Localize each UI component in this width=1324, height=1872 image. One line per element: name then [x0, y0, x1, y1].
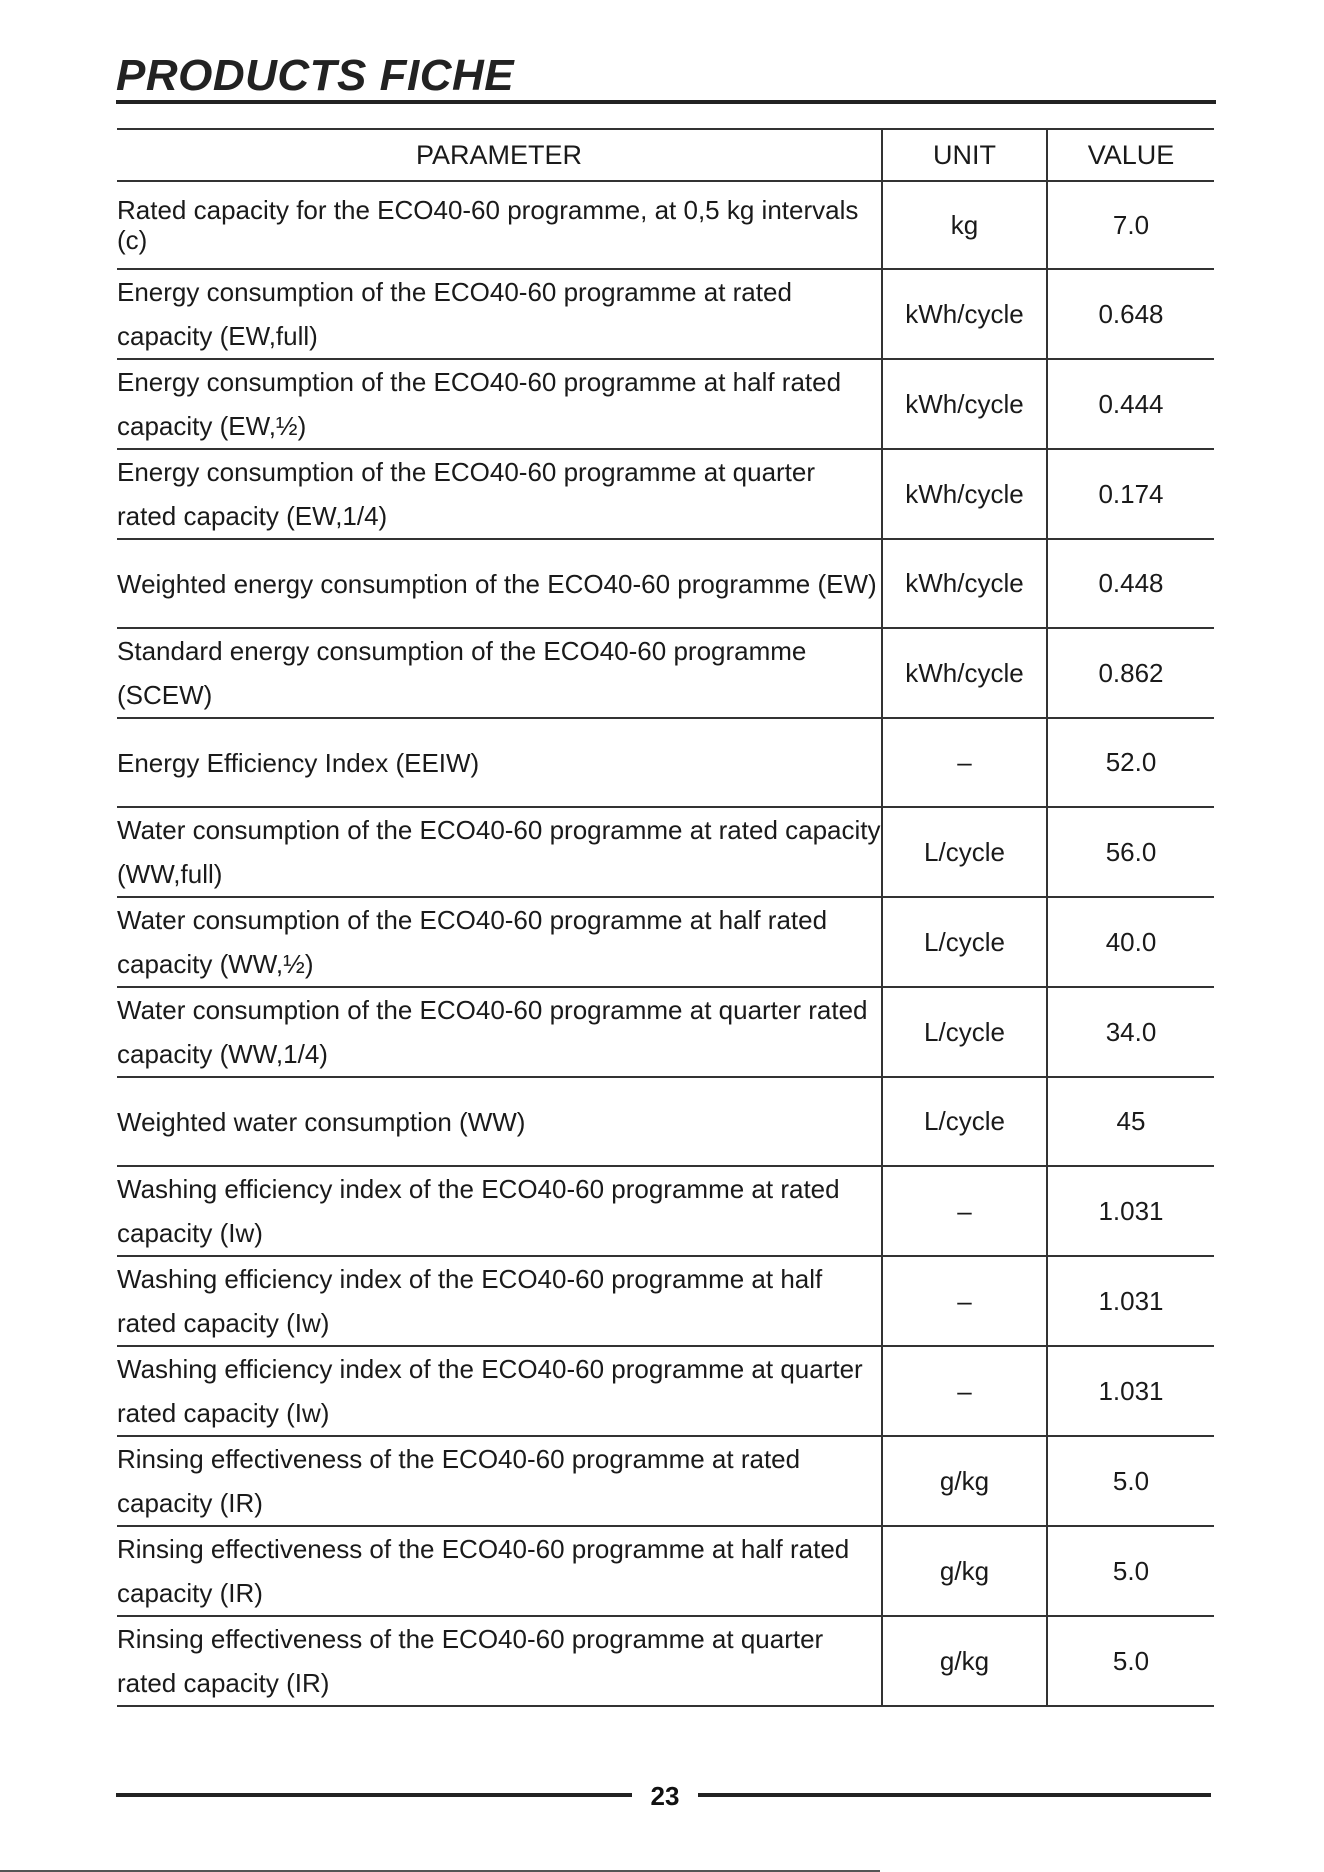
footer-rule-left — [116, 1793, 632, 1797]
footer-rule-right — [698, 1793, 1211, 1797]
row-unit: kg — [882, 181, 1047, 269]
row-unit: – — [882, 1256, 1047, 1346]
table-row — [117, 718, 1214, 807]
row-unit: – — [882, 1346, 1047, 1436]
row-value: 5.0 — [1047, 1436, 1214, 1526]
row-value: 1.031 — [1047, 1166, 1214, 1256]
header-value: VALUE — [1047, 129, 1214, 181]
header-parameter: PARAMETER — [117, 129, 882, 181]
row-parameter: Water consumption of the ECO40-60 programme at quarter rated capacity (WW,1/4) — [117, 987, 882, 1077]
row-parameter: Water consumption of the ECO40-60 programme at half rated capacity (WW,½) — [117, 897, 882, 987]
row-unit: – — [882, 718, 1047, 807]
table-row — [117, 1616, 1214, 1706]
row-unit: kWh/cycle — [882, 628, 1047, 718]
row-unit: kWh/cycle — [882, 449, 1047, 539]
table-row — [117, 181, 1214, 269]
table-row — [117, 269, 1214, 359]
table-row — [117, 1436, 1214, 1526]
row-parameter: Energy consumption of the ECO40-60 programme at rated capacity (EW,full) — [117, 269, 882, 359]
row-unit: kWh/cycle — [882, 269, 1047, 359]
row-value: 5.0 — [1047, 1526, 1214, 1616]
row-value: 0.174 — [1047, 449, 1214, 539]
row-parameter: Standard energy consumption of the ECO40-60 programme (SCEW) — [117, 628, 882, 718]
row-value: 5.0 — [1047, 1616, 1214, 1706]
row-unit: kWh/cycle — [882, 359, 1047, 449]
row-parameter: Rinsing effectiveness of the ECO40-60 programme at rated capacity (IR) — [117, 1436, 882, 1526]
row-parameter: Weighted water consumption (WW) — [117, 1077, 882, 1166]
table-row — [117, 539, 1214, 628]
row-value: 0.648 — [1047, 269, 1214, 359]
row-parameter: Washing efficiency index of the ECO40-60 programme at half rated capacity (Iw) — [117, 1256, 882, 1346]
row-parameter: Rated capacity for the ECO40-60 programme, at 0,5 kg intervals (c) — [117, 181, 882, 269]
page-title: PRODUCTS FICHE — [116, 51, 515, 100]
row-unit: g/kg — [882, 1616, 1047, 1706]
table-row — [117, 449, 1214, 539]
table-row — [117, 897, 1214, 987]
table-row — [117, 807, 1214, 897]
row-parameter: Water consumption of the ECO40-60 programme at rated capacity (WW,full) — [117, 807, 882, 897]
row-unit: g/kg — [882, 1526, 1047, 1616]
row-parameter: Weighted energy consumption of the ECO40-60 programme (EW) — [117, 539, 882, 628]
table-row — [117, 1526, 1214, 1616]
row-unit: – — [882, 1166, 1047, 1256]
table-row — [117, 1346, 1214, 1436]
row-unit: L/cycle — [882, 987, 1047, 1077]
row-parameter: Energy consumption of the ECO40-60 programme at quarter rated capacity (EW,1/4) — [117, 449, 882, 539]
table-row — [117, 987, 1214, 1077]
row-value: 34.0 — [1047, 987, 1214, 1077]
row-value: 52.0 — [1047, 718, 1214, 807]
table-row — [117, 359, 1214, 449]
row-parameter: Rinsing effectiveness of the ECO40-60 programme at quarter rated capacity (IR) — [117, 1616, 882, 1706]
row-unit: L/cycle — [882, 807, 1047, 897]
row-value: 40.0 — [1047, 897, 1214, 987]
header-unit: UNIT — [882, 129, 1047, 181]
row-unit: g/kg — [882, 1436, 1047, 1526]
table-row — [117, 1077, 1214, 1166]
row-value: 1.031 — [1047, 1346, 1214, 1436]
products-fiche-table — [117, 128, 1214, 1707]
row-value: 56.0 — [1047, 807, 1214, 897]
row-parameter: Rinsing effectiveness of the ECO40-60 programme at half rated capacity (IR) — [117, 1526, 882, 1616]
title-rule — [116, 100, 1216, 104]
row-parameter: Washing efficiency index of the ECO40-60 programme at rated capacity (Iw) — [117, 1166, 882, 1256]
row-value: 0.444 — [1047, 359, 1214, 449]
row-unit: L/cycle — [882, 1077, 1047, 1166]
row-value: 0.448 — [1047, 539, 1214, 628]
table-row — [117, 628, 1214, 718]
table-header-row — [117, 129, 1214, 181]
page-number: 23 — [650, 1781, 680, 1811]
table-row — [117, 1166, 1214, 1256]
table-row — [117, 1256, 1214, 1346]
row-value: 7.0 — [1047, 181, 1214, 269]
row-value: 1.031 — [1047, 1256, 1214, 1346]
row-parameter: Energy consumption of the ECO40-60 programme at half rated capacity (EW,½) — [117, 359, 882, 449]
row-parameter: Energy Efficiency Index (EEIW) — [117, 718, 882, 807]
row-parameter: Washing efficiency index of the ECO40-60 programme at quarter rated capacity (Iw) — [117, 1346, 882, 1436]
row-value: 45 — [1047, 1077, 1214, 1166]
row-unit: L/cycle — [882, 897, 1047, 987]
row-value: 0.862 — [1047, 628, 1214, 718]
row-unit: kWh/cycle — [882, 539, 1047, 628]
